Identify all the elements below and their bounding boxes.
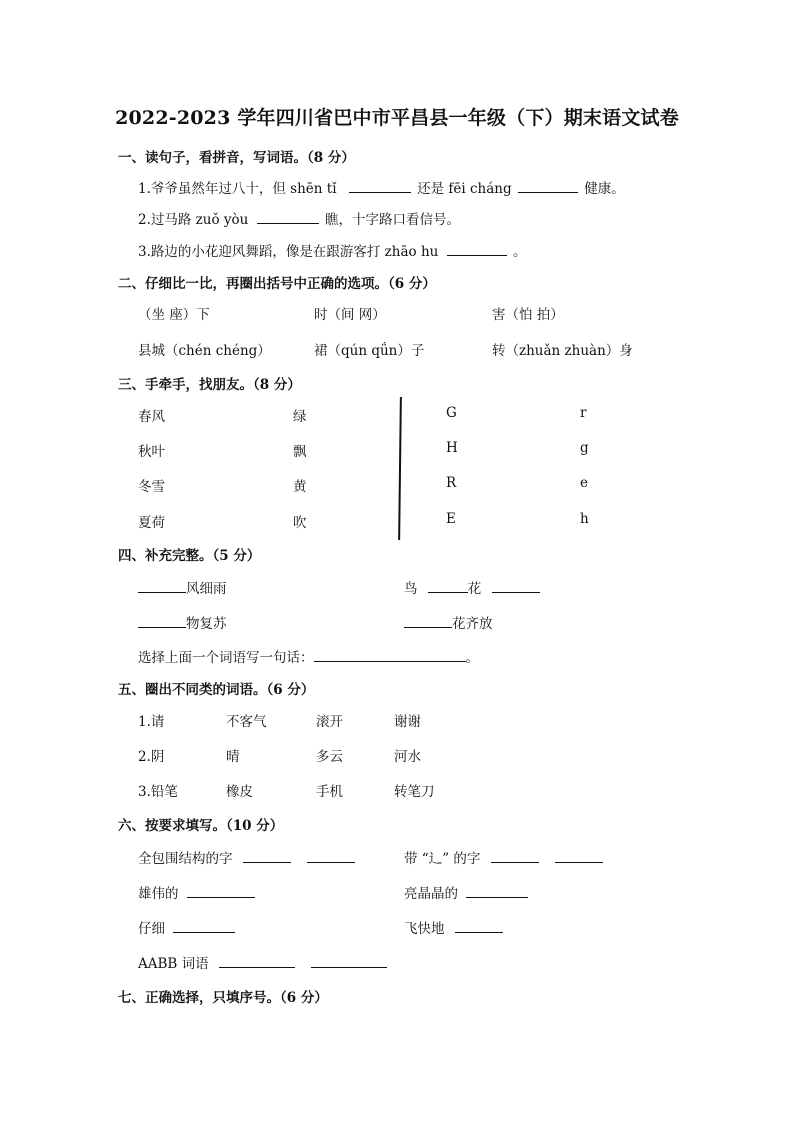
s6-aabb-blank-2[interactable] [311,953,387,968]
s6-item-careful-label: 仔细 [138,921,165,937]
s1-q2-text-b: 瞧，十字路口看信号。 [324,212,460,228]
s4-item-1 [138,577,227,597]
s6-item-radical-chars [404,847,603,867]
s5-row-1-word-4: 谢谢 [394,714,421,730]
s1-q3-text-a: 3.路边的小花迎风舞蹈，像是在跟游客打 zhāo hu [138,244,439,260]
s4-item-1-blank[interactable] [138,578,186,593]
s4-item-3-text: 物复苏 [186,616,227,632]
s6-quickly-blank[interactable] [455,918,503,933]
s4-item-2-text-a: 鸟 [404,581,418,597]
s6-enclosed-blank-2[interactable] [307,848,355,863]
s6-aabb-blank-1[interactable] [219,953,295,968]
s5-row-3-word-4: 转笔刀 [394,784,435,800]
s1-q2-blank[interactable] [257,209,319,224]
s1-q1-text-b: 还是 fēi cháng [417,181,512,197]
s4-item-4-text: 花齐放 [452,616,493,632]
s6-grand-blank[interactable] [187,883,255,898]
s6-item-grand-label: 雄伟的 [138,886,179,902]
exam-title: 2022-2023 学年四川省巴中市平昌县一年级（下）期末语文试卷 [115,107,679,129]
s4-sentence-prompt: 选择上面一个词语写一句话： [138,650,314,666]
s5-row-3-word-1: 3.铅笔 [138,784,178,800]
s5-row-3-word-2: 橡皮 [226,784,253,800]
s3-col3-item-1: G [446,405,457,421]
s3-col4-item-1: r [580,405,587,421]
s6-item-grand [138,882,255,902]
s4-sentence-line [138,646,479,666]
s2-item-4: 县城（chén chéng） [138,343,271,359]
s5-row-2-word-2: 晴 [226,749,240,765]
s3-col2-item-3: 黄 [293,479,307,495]
s6-item-careful [138,917,235,937]
s6-item-quickly [404,917,503,937]
s2-item-5: 裙（qún qǘn）子 [314,343,425,359]
s5-row-2-word-3: 多云 [316,749,343,765]
s1-q1-text-a: 1.爷爷虽然年过八十，但 shēn tǐ [138,181,337,197]
s6-item-aabb [138,952,387,972]
s6-item-shiny-label: 亮晶晶的 [404,886,458,902]
s6-item-quickly-label: 飞快地 [404,921,445,937]
s3-col2-item-1: 绿 [293,409,307,425]
s3-col3-item-2: H [446,440,458,456]
s5-row-1-word-1: 1.请 [138,714,165,730]
s4-item-4 [404,612,493,632]
s1-q1-blank-2[interactable] [518,178,578,193]
section-7-heading: 七、正确选择，只填序号。（6 分） [118,990,328,1006]
s4-item-3 [138,612,227,632]
s3-col4-item-3: e [580,475,588,491]
s1-q1-blank-1[interactable] [349,178,411,193]
s6-radical-blank-1[interactable] [491,848,539,863]
s4-item-1-text: 风细雨 [186,581,227,597]
s6-item-aabb-label: AABB 词语 [138,956,209,972]
s3-col3-item-3: R [446,475,457,491]
s5-row-1-word-3: 滚开 [316,714,343,730]
section-5-heading: 五、圈出不同类的词语。（6 分） [118,682,315,698]
section-4-heading: 四、补充完整。（5 分） [118,548,261,564]
s4-item-2-blank-1[interactable] [428,578,468,593]
s5-row-3-word-3: 手机 [316,784,343,800]
s5-row-1-word-2: 不客气 [226,714,267,730]
s6-item-radical-label: 带 “辶” 的字 [404,851,481,867]
s1-question-3 [138,240,526,260]
s1-q3-blank[interactable] [447,241,507,256]
s3-col1-item-3: 冬雪 [138,479,165,495]
s3-col2-item-2: 飘 [293,444,307,460]
s2-item-1: （坐 座）下 [138,307,210,323]
s2-item-6: 转（zhuǎn zhuàn）身 [492,343,633,359]
s3-col4-item-4: h [580,511,589,527]
section-1-heading: 一、读句子，看拼音，写词语。（8 分） [118,150,355,166]
s3-divider-line [398,397,402,540]
s6-item-enclosed-chars [138,847,355,867]
s5-row-2-word-1: 2.阴 [138,749,165,765]
s4-sentence-blank[interactable] [314,647,466,662]
s6-enclosed-blank-1[interactable] [243,848,291,863]
section-2-heading: 二、仔细比一比，再圈出括号中正确的选项。（6 分） [118,276,436,292]
s3-col1-item-4: 夏荷 [138,515,165,531]
s2-item-3: 害（怕 拍） [492,307,564,323]
s6-item-enclosed-label: 全包围结构的字 [138,851,233,867]
s4-item-2 [404,577,540,597]
s1-q3-text-b: 。 [512,244,527,260]
s4-item-4-blank[interactable] [404,613,452,628]
s3-col4-item-2: g [580,440,589,456]
s6-shiny-blank[interactable] [466,883,528,898]
s5-row-2-word-4: 河水 [394,749,421,765]
s4-item-2-text-b: 花 [467,581,482,597]
s1-question-2 [138,208,460,228]
s3-col1-item-1: 春风 [138,409,165,425]
s4-sentence-end: 。 [465,650,479,666]
s1-q2-text-a: 2.过马路 zuǒ yòu [138,212,249,228]
s6-item-shiny [404,882,528,902]
section-6-heading: 六、按要求填写。（10 分） [118,818,284,834]
section-3-heading: 三、手牵手，找朋友。（8 分） [118,377,301,393]
s1-question-1 [138,177,625,197]
s6-radical-blank-2[interactable] [555,848,603,863]
s3-col2-item-4: 吹 [293,515,307,531]
s1-q1-text-c: 健康。 [584,181,625,197]
s6-careful-blank[interactable] [173,918,235,933]
s4-item-2-blank-2[interactable] [492,578,540,593]
s3-col3-item-4: E [446,511,456,527]
s2-item-2: 时（间 网） [314,307,386,323]
s4-item-3-blank[interactable] [138,613,186,628]
s3-col1-item-2: 秋叶 [138,444,165,460]
